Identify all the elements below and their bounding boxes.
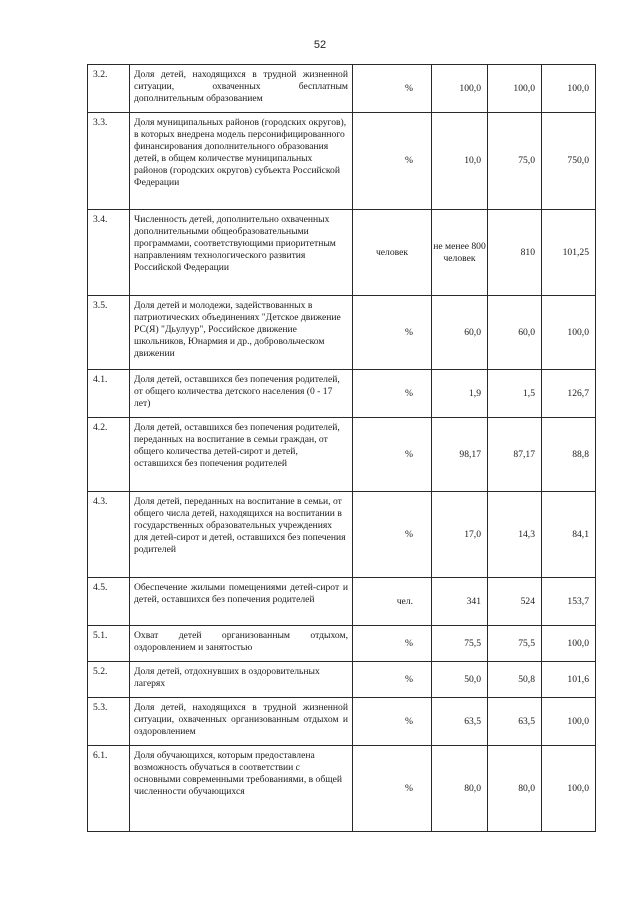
row-number: 5.1. (88, 626, 130, 662)
percent-value: 153,7 (542, 578, 596, 626)
percent-value: 126,7 (542, 370, 596, 418)
unit-cell: % (353, 746, 432, 832)
row-number: 4.5. (88, 578, 130, 626)
indicator-description: Численность детей, дополнительно охваченных дополнительными общеобразовательными программами, соответствующими приоритетным направлениям технологического развития Российской Федерации (130, 210, 353, 296)
unit-cell: % (353, 698, 432, 746)
actual-value: 50,8 (488, 662, 542, 698)
table-row (88, 210, 596, 296)
unit-cell: % (353, 626, 432, 662)
indicator-description: Доля детей, оставшихся без попечения родителей, от общего количества детского населения (0 - 17 лет) (130, 370, 353, 418)
unit-cell: % (353, 492, 432, 578)
table-row (88, 698, 596, 746)
unit-cell: % (353, 418, 432, 492)
actual-value: 80,0 (488, 746, 542, 832)
actual-value: 524 (488, 578, 542, 626)
planned-value: 50,0 (432, 662, 488, 698)
percent-value: 100,0 (542, 626, 596, 662)
row-number: 6.1. (88, 746, 130, 832)
row-number: 4.2. (88, 418, 130, 492)
table-row (88, 113, 596, 210)
row-number: 3.2. (88, 65, 130, 113)
planned-value: 341 (432, 578, 488, 626)
percent-value: 100,0 (542, 296, 596, 370)
table-row (88, 492, 596, 578)
unit-cell: % (353, 662, 432, 698)
row-number: 4.3. (88, 492, 130, 578)
unit-cell: % (353, 65, 432, 113)
planned-value: 10,0 (432, 113, 488, 210)
table-row (88, 65, 596, 113)
unit-cell: % (353, 370, 432, 418)
planned-value: 100,0 (432, 65, 488, 113)
row-number: 3.4. (88, 210, 130, 296)
table-row (88, 578, 596, 626)
indicator-description: Доля детей, находящихся в трудной жизненной ситуации, охваченных организованным отдыхом и оздоровлением (130, 698, 353, 746)
actual-value: 60,0 (488, 296, 542, 370)
planned-value: 98,17 (432, 418, 488, 492)
indicator-description: Доля детей, отдохнувших в оздоровительных лагерях (130, 662, 353, 698)
table-row (88, 626, 596, 662)
actual-value: 14,3 (488, 492, 542, 578)
table-row (88, 296, 596, 370)
row-number: 3.3. (88, 113, 130, 210)
indicator-description: Доля детей, переданных на воспитание в семьи, от общего числа детей, находящихся на воспитании в государственных образовательных учреждениях для детей-сирот и детей, оставшихся без попечения родителей (130, 492, 353, 578)
percent-value: 101,6 (542, 662, 596, 698)
actual-value: 1,5 (488, 370, 542, 418)
page-number: 52 (313, 39, 327, 51)
unit-cell: % (353, 113, 432, 210)
percent-value: 750,0 (542, 113, 596, 210)
planned-value: 63,5 (432, 698, 488, 746)
actual-value: 75,0 (488, 113, 542, 210)
percent-value: 100,0 (542, 746, 596, 832)
indicator-description: Доля детей, оставшихся без попечения родителей, переданных на воспитание в семьи граждан, от общего количества детей-сирот и детей, оставшихся без попечения родителей (130, 418, 353, 492)
table-row (88, 746, 596, 832)
indicator-description: Доля детей, находящихся в трудной жизненной ситуации, охваченных бесплатным дополнительным образованием (130, 65, 353, 113)
planned-value: 1,9 (432, 370, 488, 418)
unit-cell: чел. (353, 578, 432, 626)
indicator-description: Доля обучающихся, которым предоставлена возможность обучаться в соответствии с основными современными требованиями, в общей численности обучающихся (130, 746, 353, 832)
indicators-table (87, 64, 596, 832)
planned-value: не менее 800 человек (432, 210, 488, 296)
table-row (88, 370, 596, 418)
unit-cell: человек (353, 210, 432, 296)
unit-cell: % (353, 296, 432, 370)
row-number: 4.1. (88, 370, 130, 418)
actual-value: 75,5 (488, 626, 542, 662)
indicator-description: Обеспечение жилыми помещениями детей-сирот и детей, оставшихся без попечения родителей (130, 578, 353, 626)
indicator-description: Доля детей и молодежи, задействованных в патриотических объединениях "Детское движение РС(Я) "Дьулуур", Российское движение школьников, Юнармия и др., добровольческом движении (130, 296, 353, 370)
planned-value: 17,0 (432, 492, 488, 578)
row-number: 5.3. (88, 698, 130, 746)
actual-value: 63,5 (488, 698, 542, 746)
actual-value: 100,0 (488, 65, 542, 113)
row-number: 3.5. (88, 296, 130, 370)
planned-value: 75,5 (432, 626, 488, 662)
planned-value: 60,0 (432, 296, 488, 370)
percent-value: 88,8 (542, 418, 596, 492)
percent-value: 101,25 (542, 210, 596, 296)
indicator-description: Охват детей организованным отдыхом, оздоровлением и занятостью (130, 626, 353, 662)
indicator-description: Доля муниципальных районов (городских округов), в которых внедрена модель персонифицированного финансирования дополнительного образования детей, в общем количестве муниципальных районов (городских округов) субъекта Российской Федерации (130, 113, 353, 210)
row-number: 5.2. (88, 662, 130, 698)
actual-value: 810 (488, 210, 542, 296)
table-row (88, 662, 596, 698)
percent-value: 84,1 (542, 492, 596, 578)
table-row (88, 418, 596, 492)
planned-value: 80,0 (432, 746, 488, 832)
percent-value: 100,0 (542, 698, 596, 746)
percent-value: 100,0 (542, 65, 596, 113)
actual-value: 87,17 (488, 418, 542, 492)
